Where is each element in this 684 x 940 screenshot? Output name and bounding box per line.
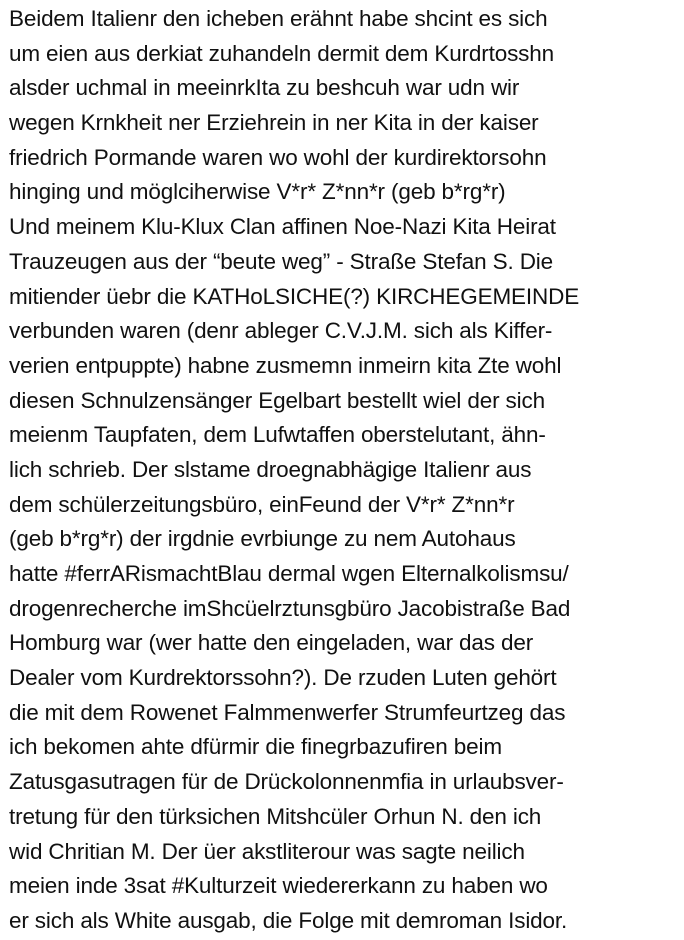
text-line: drogenrecherche imShcüelrztunsgbüro Jacobistraße Bad bbox=[9, 595, 571, 621]
text-line: verbunden waren (denr ableger C.V.J.M. sich als Kiffer- bbox=[9, 318, 553, 344]
text-line: Und meinem Klu-Klux Clan affinen Noe-Nazi Kita Heirat bbox=[9, 214, 556, 240]
text-line: die mit dem Rowenet Falmmenwerfer Strumfeurtzeg das bbox=[9, 699, 566, 725]
text-line: Beidem Italienr den icheben erähnt habe shcint es sich bbox=[9, 6, 548, 31]
text-line: um eien aus derkiat zuhandeln dermit dem Kurdrtosshn bbox=[9, 40, 554, 66]
text-line: lich schrieb. Der slstame droegnabhägige Italienr aus bbox=[9, 456, 532, 482]
text-line: Dealer vom Kurdrektorssohn?). De rzuden Luten gehört bbox=[9, 665, 557, 691]
text-line: tretung für den türksichen Mitshcüler Orhun N. den ich bbox=[9, 803, 542, 829]
text-line: Zatusgasutragen für de Drückolonnenmfia in urlaubsver- bbox=[9, 769, 564, 795]
text-line: meienm Taupfaten, dem Lufwtaffen oberstelutant, ähn- bbox=[9, 422, 546, 448]
document-text bbox=[9, 2, 681, 939]
text-line: mitiender üebr die KATHoLSICHE(?) KIRCHEGEMEINDE bbox=[9, 283, 580, 309]
text-line: Trauzeugen aus der “beute weg” - Straße Stefan S. Die bbox=[9, 248, 554, 274]
text-line: (geb b*rg*r) der irgdnie evrbiunge zu nem Autohaus bbox=[9, 526, 516, 552]
text-line: dem schülerzeitungsbüro, einFeund der V*r* Z*nn*r bbox=[9, 491, 515, 517]
text-line: wegen Krnkheit ner Erziehrein in ner Kita in der kaiser bbox=[9, 110, 539, 136]
text-line: friedrich Pormande waren wo wohl der kurdirektorsohn bbox=[9, 144, 547, 170]
text-line: ich bekomen ahte dfürmir die finegrbazufiren beim bbox=[9, 734, 502, 760]
text-line: hinging und möglciherwise V*r* Z*nn*r (geb b*rg*r) bbox=[9, 179, 506, 205]
text-line: wid Chritian M. Der üer akstliterour was sagte neilich bbox=[9, 838, 525, 864]
text-line: Homburg war (wer hatte den eingeladen, war das der bbox=[9, 630, 534, 656]
text-line: hatte #ferrARismachtBlau dermal wgen Elternalkolismsu/ bbox=[9, 561, 569, 586]
text-line: diesen Schnulzensänger Egelbart bestellt wiel der sich bbox=[9, 387, 545, 413]
text-line: verien entpuppte) habne zusmemn inmeirn kita Zte wohl bbox=[9, 352, 562, 378]
text-line: meien inde 3sat #Kulturzeit wiedererkann zu haben wo bbox=[9, 873, 548, 899]
text-line: er sich als White ausgab, die Folge mit demroman Isidor. bbox=[9, 907, 568, 933]
text-line: alsder uchmal in meeinrkIta zu beshcuh war udn wir bbox=[9, 75, 520, 101]
